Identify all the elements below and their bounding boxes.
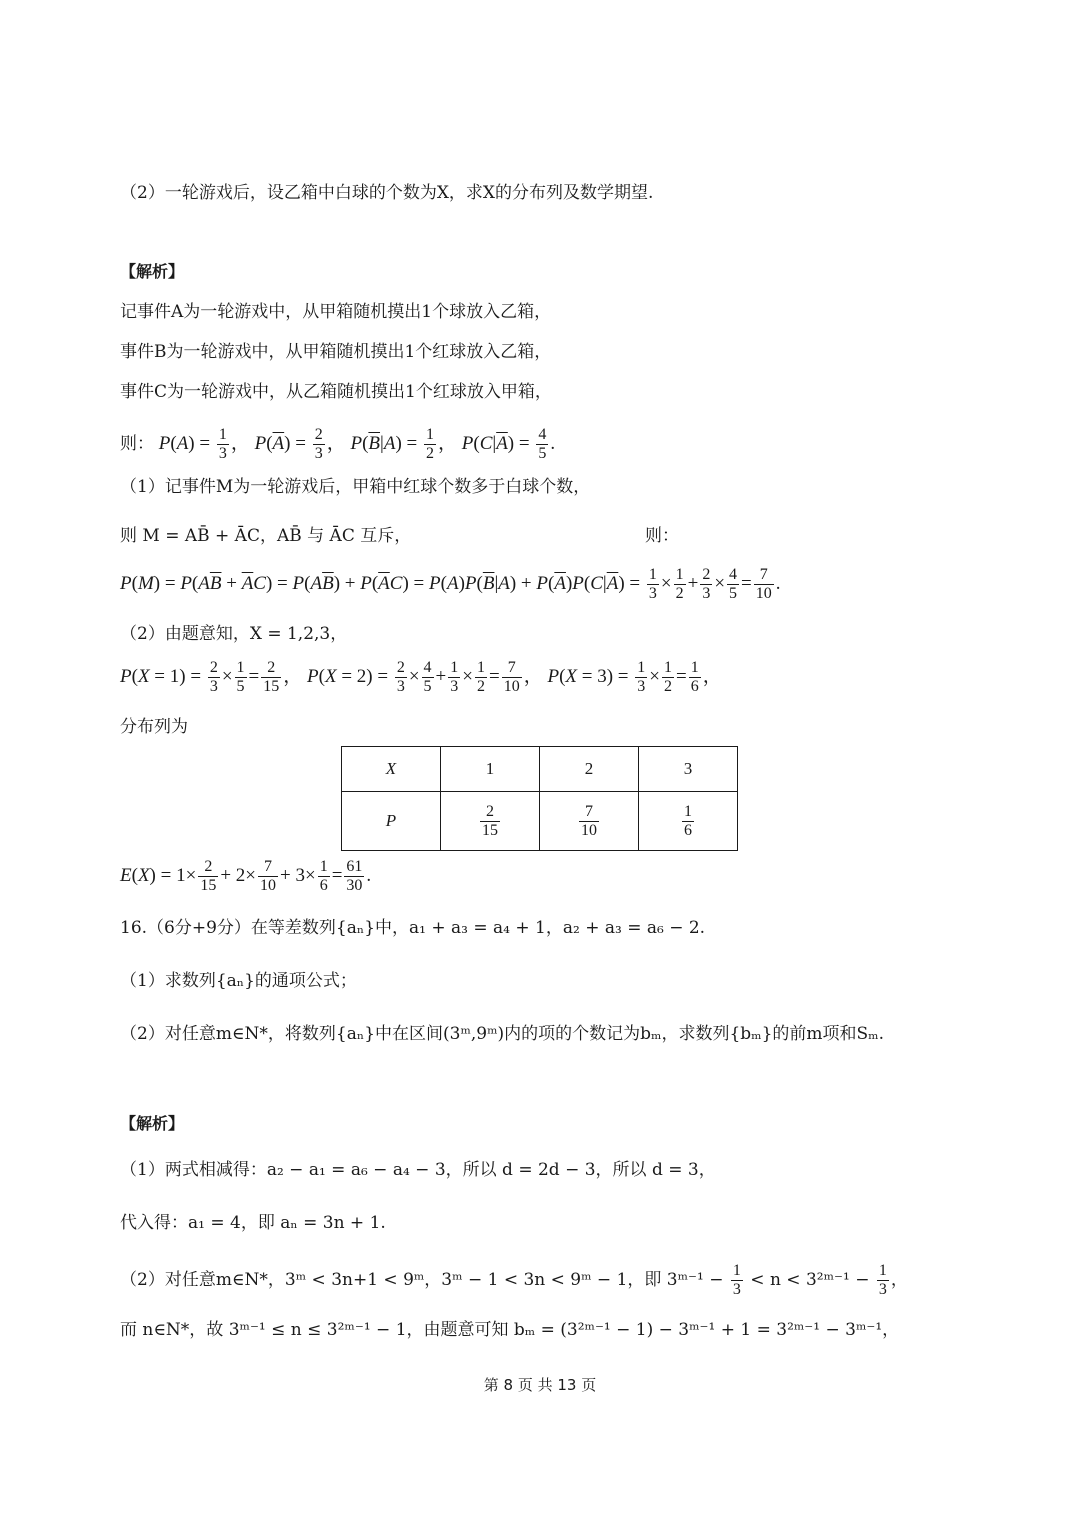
fraction: $\frac{1}{5}$ — [236, 659, 245, 695]
fraction: $\frac{61}{30}$ — [346, 858, 363, 894]
fraction: $\frac{1}{3}$ — [450, 659, 459, 695]
table-header-cell: 1 — [441, 747, 540, 792]
fraction: $\frac{2}{15}$ — [200, 858, 217, 894]
table-cell: $\frac{7}{10}$ — [540, 792, 639, 851]
pm-equation: $P(M) = P(A\overline{B} + \overline{A}C) = P(A\overline{B}) + P(\overline{A}C) = P(A)P(\overline{B}|A) + P(\overline{A})P(C|\overline{A})$ = $\frac{1}{3}$ × $\frac{1}{2}$ + $\frac{2}{3}$ × $\frac{4}{5}$ = $\frac{7}{10}$ . — [120, 566, 781, 602]
probabilities-line: 则： P(A) = $\frac{1}{3}$ ， $P(\overline{A})$ = $\frac{2}{3}$ ， $P(\overline{B}|A)$ = $\frac{1}{2}$ ， $P(C|\overline{A})$ = $\frac{4}{5}$ . — [120, 426, 556, 462]
fraction: $\frac{1}{2}$ — [476, 659, 485, 695]
table-header-cell: X — [342, 747, 441, 792]
fraction: $\frac{7}{10}$ — [260, 858, 276, 894]
fraction: $\frac{1}{2}$ — [425, 426, 434, 462]
table-header-cell: 2 — [540, 747, 639, 792]
solution-part1: （1）两式相减得：a₂ − a₁ = a₆ − a₄ − 3，所以 d = 2d − 3，所以 d = 3， — [120, 1160, 716, 1180]
event-c-line: 事件C为一轮游戏中，从乙箱随机摸出1个红球放入甲箱， — [120, 382, 552, 402]
q2-prompt: （2）一轮游戏后，设乙箱中白球的个数为X，求X的分布列及数学期望. — [120, 183, 654, 203]
fraction: $\frac{2}{3}$ — [314, 426, 323, 462]
fraction: $\frac{1}{6}$ — [690, 659, 699, 695]
fraction: $\frac{4}{5}$ — [538, 426, 547, 462]
table-cell: $\frac{2}{15}$ — [441, 792, 540, 851]
fraction: $\frac{1}{3}$ — [878, 1262, 887, 1298]
event-a-line: 记事件A为一轮游戏中，从甲箱随机摸出1个球放入乙箱， — [120, 302, 552, 322]
fraction: $\frac{2}{3}$ — [209, 659, 218, 695]
solution-part1-result: 代入得：a₁ = 4，即 aₙ = 3n + 1. — [120, 1213, 386, 1233]
fraction: $\frac{1}{3}$ — [732, 1262, 741, 1298]
fraction: $\frac{1}{2}$ — [675, 566, 684, 602]
distribution-table — [341, 746, 738, 851]
fraction: $\frac{4}{5}$ — [423, 659, 432, 695]
question-16-title: 16.（6分+9分）在等差数列{aₙ}中，a₁ + a₃ = a₄ + 1，a₂ + a₃ = a₆ − 2. — [120, 918, 706, 938]
fraction: $\frac{4}{5}$ — [729, 566, 738, 602]
part2-intro: （2）由题意知，X = 1,2,3， — [120, 624, 348, 644]
analysis-heading: 【解析】 — [120, 262, 185, 281]
distribution-label: 分布列为 — [120, 717, 188, 737]
table-row — [342, 747, 738, 792]
fraction: $\frac{1}{3}$ — [218, 426, 227, 462]
solution-part2-bm: 而 n∈N*，故 3ᵐ⁻¹ ≤ n ≤ 3²ᵐ⁻¹ − 1，由题意可知 bₘ = (3²ᵐ⁻¹ − 1) − 3ᵐ⁻¹ + 1 = 3²ᵐ⁻¹ − 3ᵐ⁻¹， — [120, 1320, 900, 1340]
question-16-part1: （1）求数列{aₙ}的通项公式； — [120, 971, 357, 991]
event-b-line: 事件B为一轮游戏中，从甲箱随机摸出1个红球放入乙箱， — [120, 342, 552, 362]
part1-event-m: （1）记事件M为一轮游戏后，甲箱中红球个数多于白球个数， — [120, 477, 591, 497]
page-footer: 第 8 页 共 13 页 — [483, 1376, 597, 1394]
fraction: $\frac{1}{6}$ — [319, 858, 328, 894]
solution-part2-inequality: （2）对任意m∈N*，3ᵐ < 3n+1 < 9ᵐ，3ᵐ − 1 < 3n < 9ᵐ − 1，即 3ᵐ⁻¹ − $\frac{1}{3}$ < n < 3²ᵐ⁻¹ − $\frac{1}{3}$ ， — [120, 1262, 908, 1298]
question-16-part2: （2）对任意m∈N*，将数列{aₙ}中在区间(3ᵐ,9ᵐ)内的项的个数记为bₘ，求数列{bₘ}的前m项和Sₘ. — [120, 1024, 885, 1044]
fraction: $\frac{2}{3}$ — [396, 659, 405, 695]
table-row-label: P — [342, 792, 441, 851]
fraction: $\frac{1}{3}$ — [637, 659, 646, 695]
px-values-line: P(X = 1) = $\frac{2}{3}$ × $\frac{1}{5}$ = $\frac{2}{15}$ ， P(X = 2) = $\frac{2}{3}$ × $\frac{4}{5}$ + $\frac{1}{3}$ × $\frac{1}{2}$ = $\frac{7}{10}$ ， P(X = 3) = $\frac{1}{3}$ × $\frac{1}{2}$ = $\frac{1}{6}$ ， — [120, 659, 722, 695]
table-row — [342, 792, 738, 851]
table-cell: $\frac{1}{6}$ — [639, 792, 738, 851]
fraction: $\frac{7}{10}$ — [755, 566, 772, 602]
expectation-line: E(X) = 1× $\frac{2}{15}$ + 2× $\frac{7}{10}$ + 3× $\frac{1}{6}$ = $\frac{61}{30}$ . — [120, 858, 372, 894]
analysis-heading-2: 【解析】 — [120, 1114, 185, 1133]
fraction: $\frac{7}{10}$ — [503, 659, 520, 695]
part1-then: 则： — [645, 526, 679, 546]
fraction: $\frac{1}{2}$ — [664, 659, 672, 695]
part1-relation: 则 M = AB̄ + ĀC，AB̄ 与 ĀC 互斥， — [120, 526, 412, 546]
fraction: $\frac{2}{15}$ — [263, 659, 280, 695]
fraction: $\frac{1}{3}$ — [648, 566, 657, 602]
table-header-cell: 3 — [639, 747, 738, 792]
probs-prefix: 则： — [120, 433, 154, 454]
fraction: $\frac{2}{3}$ — [702, 566, 711, 602]
